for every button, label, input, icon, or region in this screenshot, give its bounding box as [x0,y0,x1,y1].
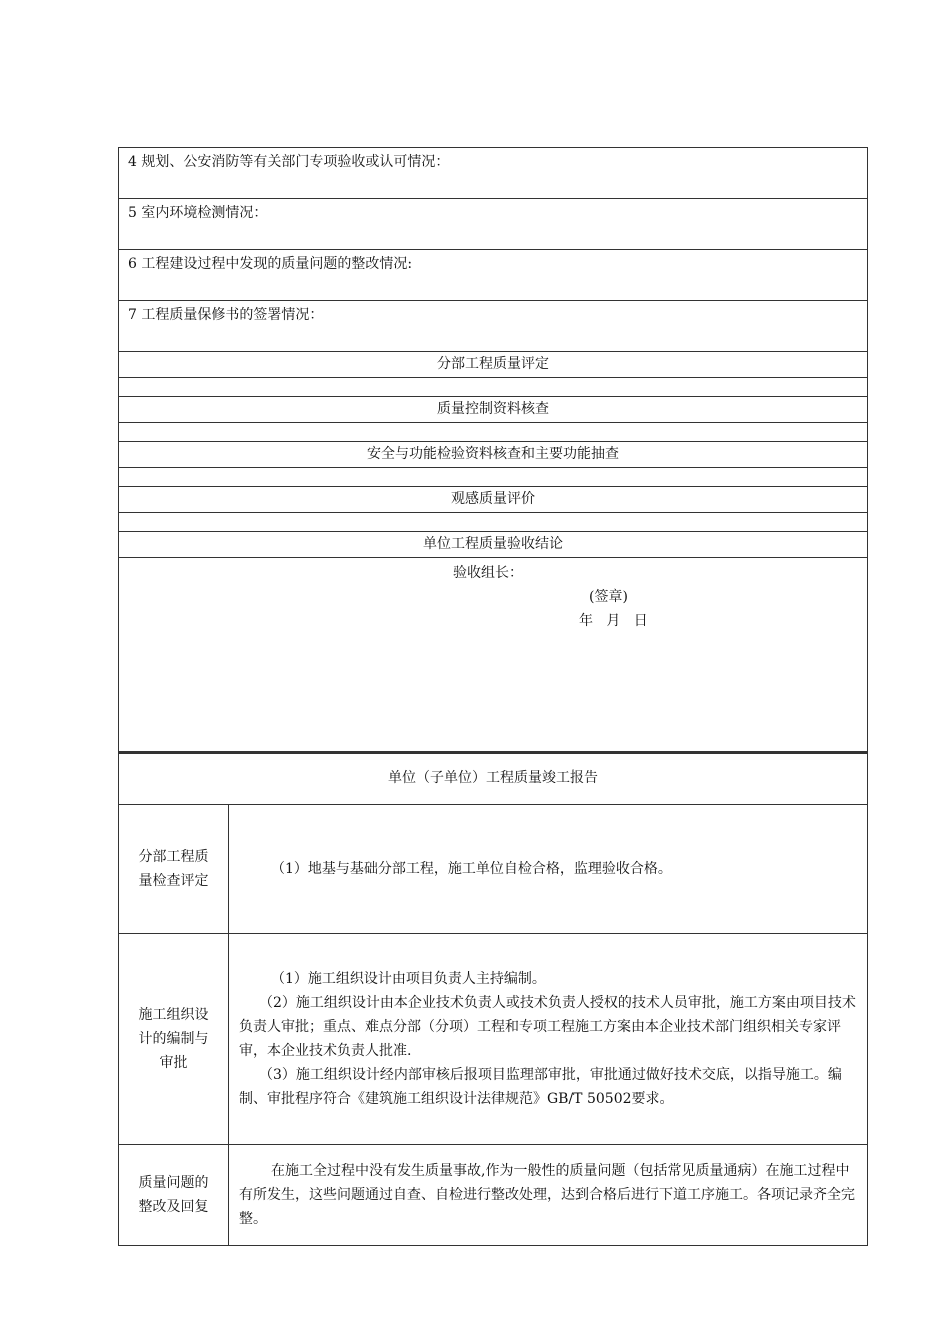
row-label: 质量问题的整改及回复 [119,1145,229,1245]
item-row-7 [119,301,867,352]
row-content [229,805,867,933]
blank-row-quality-control [119,423,867,442]
row-content [229,1145,867,1245]
blank-row-appearance [119,513,867,532]
item-label-7: 7 工程质量保修书的签署情况： [128,307,324,323]
paragraph: （3）施工组织设计经内部审核后报项目监理部审批，审批通过做好技术交底，以指导施工。编制、审批程序符合《建筑施工组织设计法律规范》GB/T 50502要求。 [239,1067,842,1107]
header-safety-function: 安全与功能检验资料核查和主要功能抽查 [119,442,867,468]
report-title: 单位（子单位）工程质量竣工报告 [119,753,867,805]
report-row-construction-design [119,934,867,1145]
report-row-quality-issues [119,1145,867,1245]
paragraph: （1）地基与基础分部工程，施工单位自检合格，监理验收合格。 [271,861,672,877]
item-label-6: 6 工程建设过程中发现的质量问题的整改情况: [128,256,413,272]
row-content [229,934,867,1144]
seal-label: (签章) [589,589,628,605]
date-label: 年 月 日 [579,613,648,629]
blank-row-safety-function [119,468,867,487]
header-conclusion: 单位工程质量验收结论 [119,532,867,558]
completion-report-table [118,751,868,1246]
paragraph: （2）施工组织设计由本企业技术负责人或技术负责人授权的技术人员审批，施工方案由项目技术负责人审批；重点、难点分部（分项）工程和专项工程施工方案由本企业技术部门组织相关专家评审，本企业技术负责人批准. [239,995,856,1059]
blank-row-sub-project [119,378,867,397]
item-row-4 [119,148,867,199]
acceptance-form-table [118,147,868,754]
header-appearance: 观感质量评价 [119,487,867,513]
leader-label: 验收组长： [453,565,523,581]
report-row-sub-project [119,805,867,934]
header-quality-control: 质量控制资料核查 [119,397,867,423]
item-label-4: 4 规划、公安消防等有关部门专项验收或认可情况： [128,154,450,170]
item-row-5 [119,199,867,250]
item-row-6 [119,250,867,301]
item-label-5: 5 室内环境检测情况： [128,205,268,221]
header-sub-project: 分部工程质量评定 [119,352,867,378]
row-label: 分部工程质量检查评定 [119,805,229,933]
paragraph: 在施工全过程中没有发生质量事故,作为一般性的质量问题（包括常见质量通病）在施工过程中有所发生，这些问题通过自查、自检进行整改处理，达到合格后进行下道工序施工。各项记录齐全完整。 [239,1163,855,1227]
paragraph: （1）施工组织设计由项目负责人主持编制。 [271,971,546,987]
signature-block [119,558,867,753]
row-label: 施工组织设计的编制与审批 [119,934,229,1144]
